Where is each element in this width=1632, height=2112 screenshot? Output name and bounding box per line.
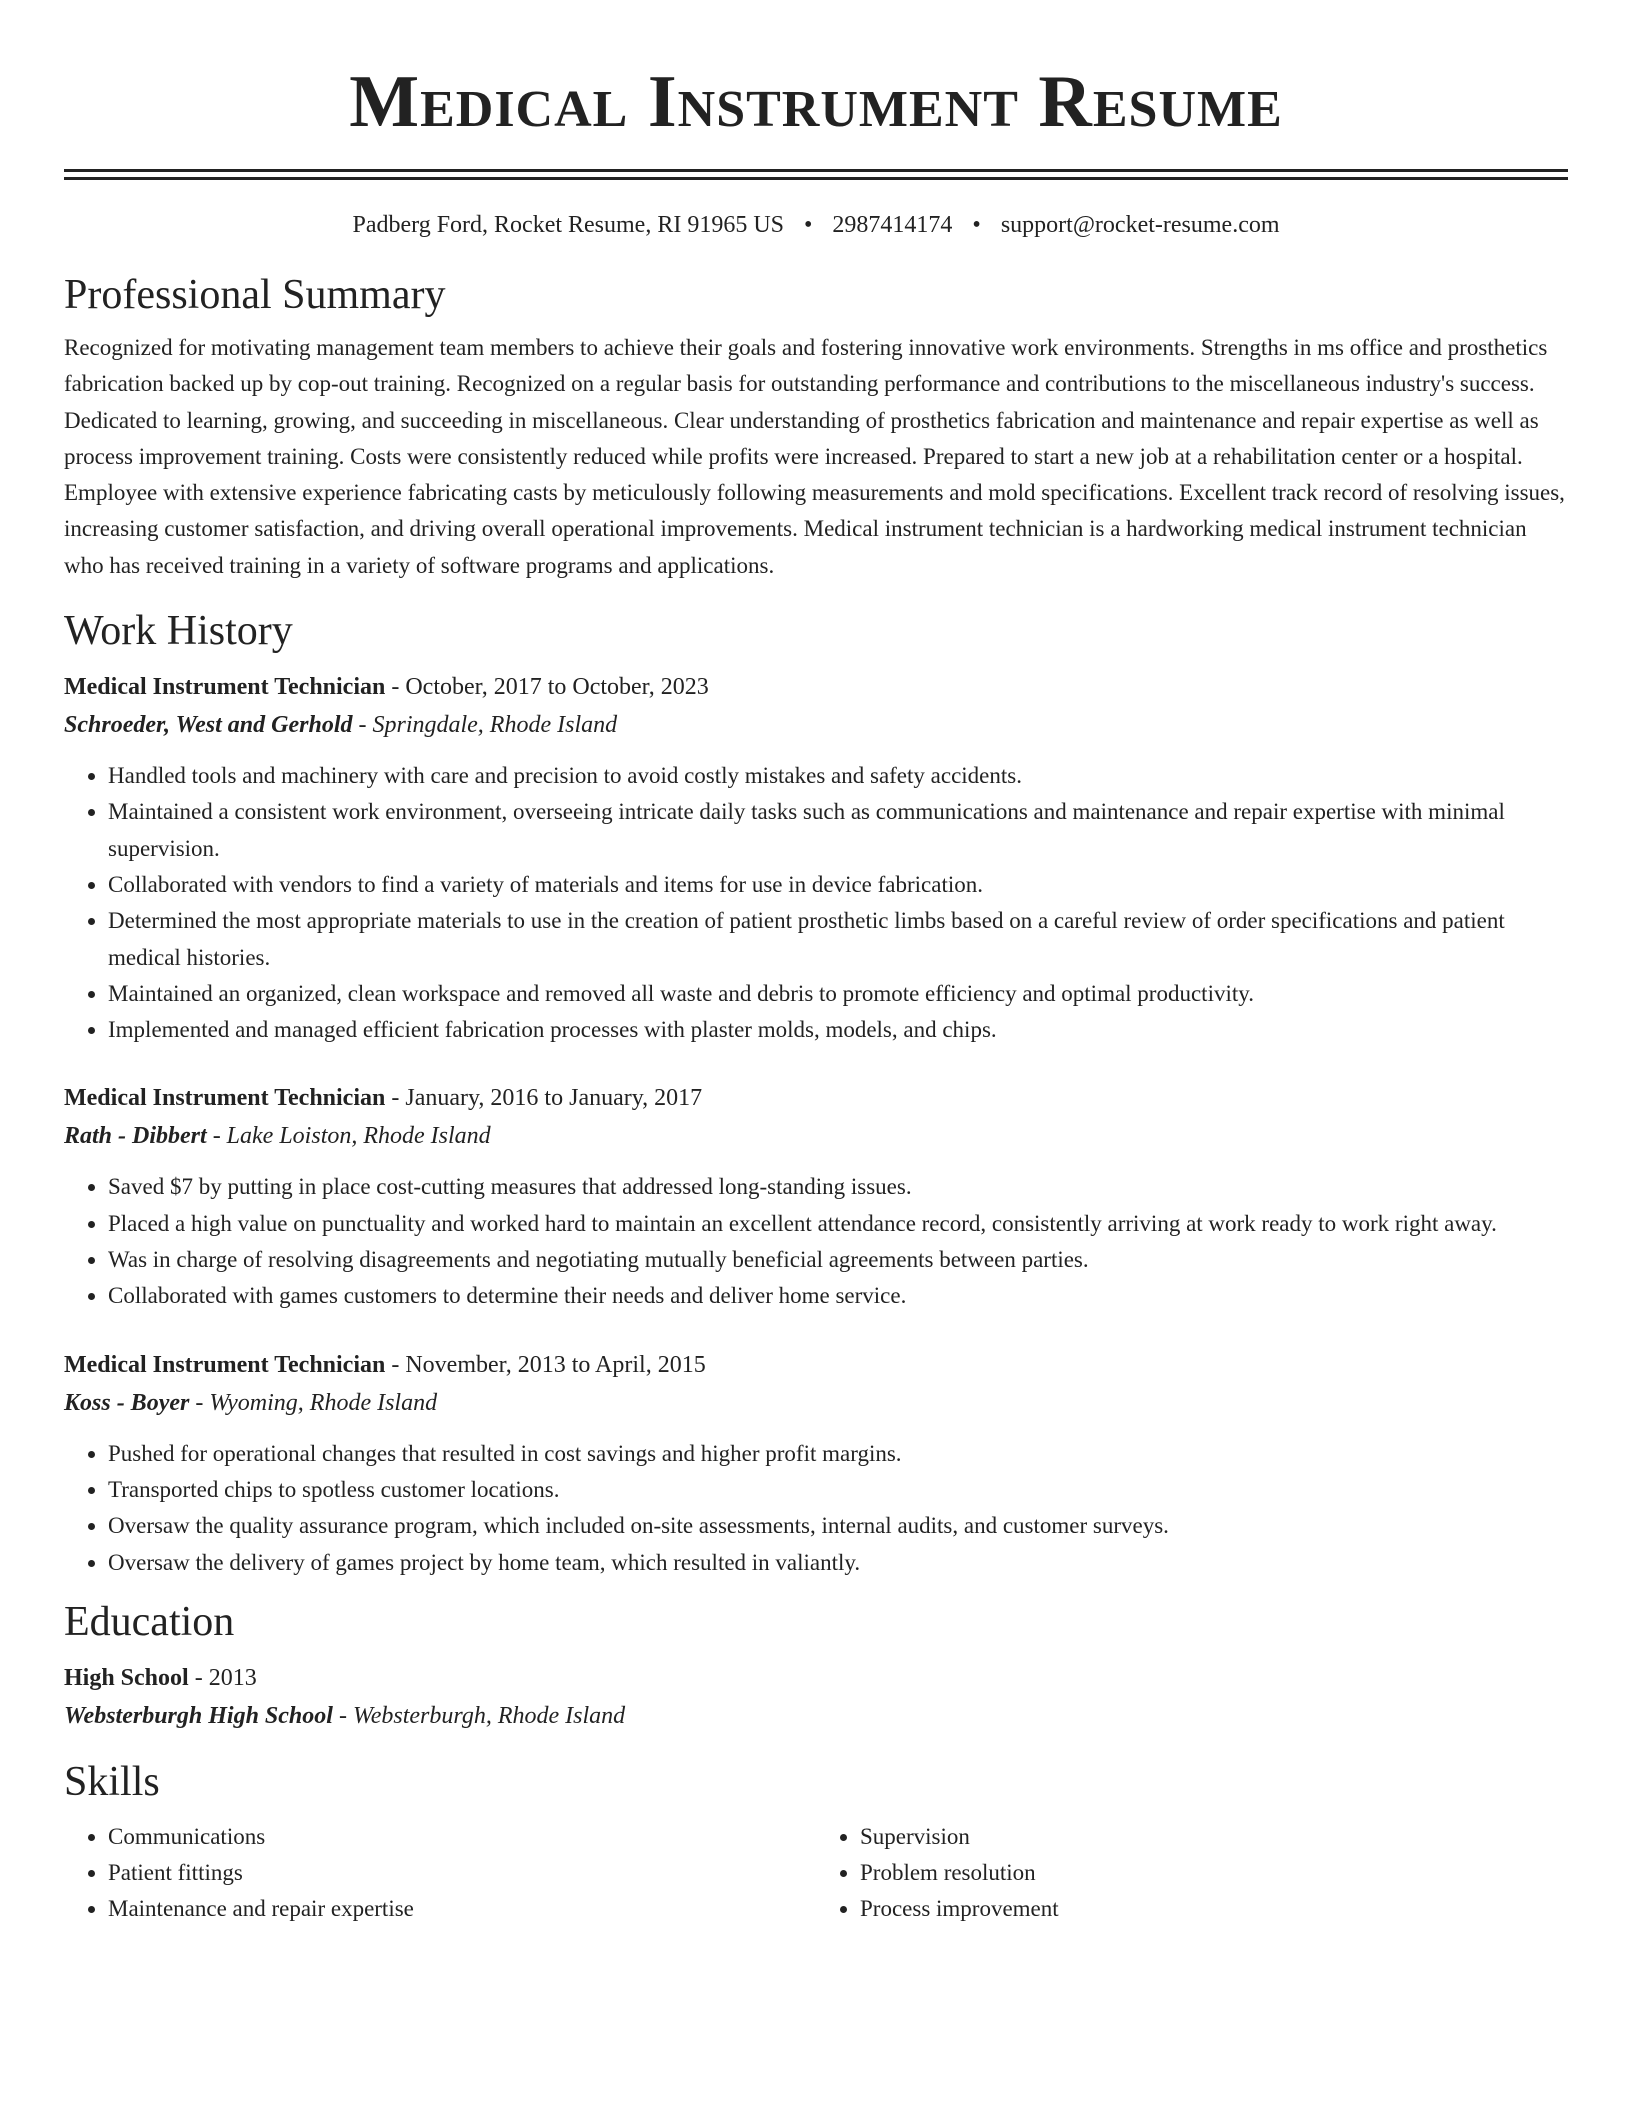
list-item: • Problem resolution — [860, 1855, 1568, 1891]
job-company: Koss - Boyer — [64, 1389, 190, 1416]
list-item: • Placed a high value on punctuality and worked hard to maintain an excellent attendance record, consistently arriving at work ready to work right away. — [108, 1206, 1568, 1242]
contact-phone: 2987414174 — [832, 212, 953, 238]
job-title-line — [64, 1079, 1568, 1117]
list-item: • Patient fittings — [108, 1855, 816, 1891]
education-degree: High School — [64, 1664, 189, 1691]
list-item: • Implemented and managed efficient fabrication processes with plaster molds, models, and chips. — [108, 1012, 1568, 1048]
education-year: - 2013 — [188, 1664, 257, 1691]
education-school: Websterburgh High School — [64, 1702, 333, 1729]
list-item: • Oversaw the delivery of games project by home team, which resulted in valiantly. — [108, 1545, 1568, 1581]
skills-column-right — [816, 1819, 1568, 1927]
work-history-section — [64, 606, 1568, 1581]
education-entry — [64, 1659, 1568, 1735]
job-bullets — [64, 758, 1568, 1048]
list-item: • Pushed for operational changes that resulted in cost savings and higher profit margins. — [108, 1436, 1568, 1472]
title-divider — [64, 169, 1568, 180]
list-item: • Saved $7 by putting in place cost-cutting measures that addressed long-standing issues. — [108, 1169, 1568, 1205]
job-entry — [64, 1079, 1568, 1314]
contact-email: support@rocket-resume.com — [1000, 212, 1280, 238]
job-title: Medical Instrument Technician — [64, 1351, 386, 1378]
job-location: - Wyoming, Rhode Island — [189, 1389, 438, 1416]
contact-separator: • — [972, 212, 981, 238]
job-bullets — [64, 1436, 1568, 1581]
job-entry — [64, 1346, 1568, 1581]
education-location: - Websterburgh, Rhode Island — [332, 1702, 626, 1729]
job-title: Medical Instrument Technician — [64, 674, 386, 701]
summary-heading: Professional Summary — [64, 272, 446, 318]
list-item: • Collaborated with vendors to find a variety of materials and items for use in device fabrication. — [108, 867, 1568, 903]
list-item: • Oversaw the quality assurance program, which included on-site assessments, internal audits, and customer surveys. — [108, 1508, 1568, 1544]
job-company: Rath - Dibbert — [64, 1123, 207, 1150]
job-location: - Springdale, Rhode Island — [352, 712, 618, 739]
education-heading: Education — [64, 1598, 235, 1645]
job-location: - Lake Loiston, Rhode Island — [206, 1123, 491, 1150]
list-item: • Process improvement — [860, 1891, 1568, 1927]
contact-separator: • — [804, 212, 813, 238]
job-company: Schroeder, West and Gerhold — [64, 712, 353, 739]
job-company-line — [64, 1117, 1568, 1155]
education-section — [64, 1597, 1568, 1735]
job-title: Medical Instrument Technician — [64, 1085, 386, 1112]
list-item: • Maintained a consistent work environment, overseeing intricate daily tasks such as communications and maintenance and repair expertise with minimal supervision. — [108, 794, 1568, 867]
list-item: • Maintenance and repair expertise — [108, 1891, 816, 1927]
list-item: • Supervision — [860, 1819, 1568, 1855]
list-item: • Handled tools and machinery with care and precision to avoid costly mistakes and safety accidents. — [108, 758, 1568, 794]
job-dates: - October, 2017 to October, 2023 — [385, 674, 709, 701]
work-history-heading: Work History — [64, 608, 293, 655]
job-entry — [64, 668, 1568, 1048]
contact-line — [64, 208, 1568, 242]
education-degree-line — [64, 1659, 1568, 1697]
job-title-line — [64, 1346, 1568, 1384]
list-item: • Collaborated with games customers to determine their needs and deliver home service. — [108, 1278, 1568, 1314]
contact-address: Padberg Ford, Rocket Resume, RI 91965 US — [352, 212, 785, 238]
summary-section — [64, 270, 1568, 584]
list-item: • Was in charge of resolving disagreements and negotiating mutually beneficial agreements between parties. — [108, 1242, 1568, 1278]
job-company-line — [64, 1384, 1568, 1422]
list-item: • Maintained an organized, clean workspace and removed all waste and debris to promote efficiency and optimal productivity. — [108, 976, 1568, 1012]
skills-heading: Skills — [64, 1758, 160, 1805]
skills-section — [64, 1757, 1568, 1927]
job-dates: - January, 2016 to January, 2017 — [385, 1085, 703, 1112]
job-dates: - November, 2013 to April, 2015 — [385, 1351, 706, 1378]
summary-text: Recognized for motivating management team members to achieve their goals and fostering innovative work environments. Strengths in ms office and prosthetics fabrication backed up by cop-out training. Recognized on a regular basis for outstanding performance and contributions to the miscellaneous industry's success. Dedicated to learning, growing, and succeeding in miscellaneous. Clear understanding of prosthetics fabrication and maintenance and repair expertise as well as process improvement training. Costs were consistently reduced while profits were increased. Prepared to start a new job at a rehabilitation center or a hospital. Employee with extensive experience fabricating casts by meticulously following measurements and mold specifications. Excellent track record of resolving issues, increasing customer satisfaction, and driving overall operational improvements. Medical instrument technician is a hardworking medical instrument technician who has received training in a variety of software programs and applications. — [64, 335, 1565, 578]
skills-grid — [64, 1819, 1568, 1927]
education-school-line — [64, 1697, 1568, 1735]
job-company-line — [64, 706, 1568, 744]
resume-title: Medical Instrument Resume — [349, 61, 1283, 143]
job-bullets — [64, 1169, 1568, 1314]
job-title-line — [64, 668, 1568, 706]
list-item: • Transported chips to spotless customer locations. — [108, 1472, 1568, 1508]
list-item: • Communications — [108, 1819, 816, 1855]
list-item: • Determined the most appropriate materials to use in the creation of patient prosthetic limbs based on a careful review of order specifications and patient medical histories. — [108, 903, 1568, 976]
skills-column-left — [64, 1819, 816, 1927]
